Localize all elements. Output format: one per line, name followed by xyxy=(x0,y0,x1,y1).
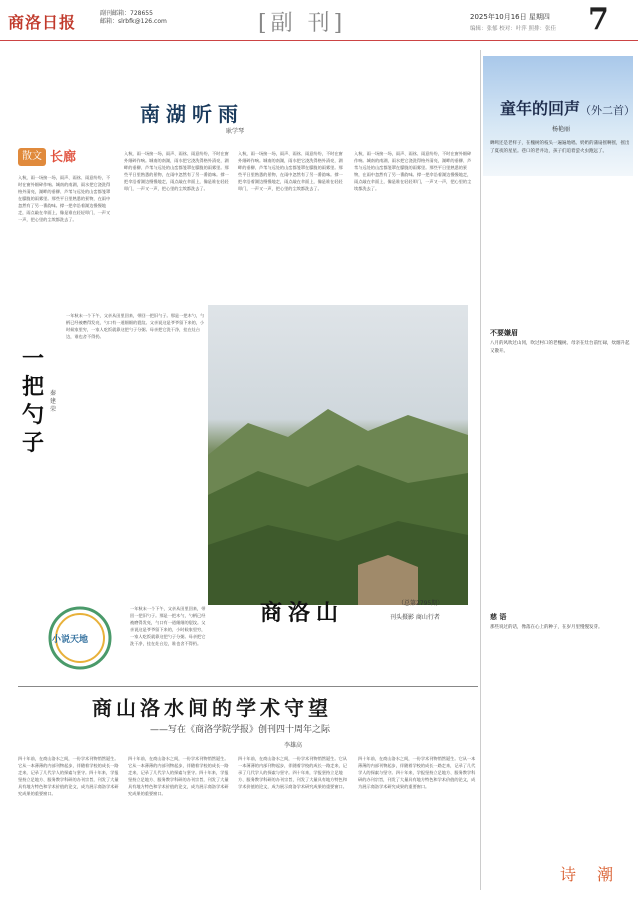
novel-column-badge xyxy=(30,600,130,680)
sidebar-poem-3: 那些说过的话，像落在心上的种子，在岁月里慢慢发芽。 xyxy=(490,625,603,630)
editor-line-2: 邮箱：slrbfk@126.com xyxy=(100,18,167,25)
photo-series-caption: （总第2795期） xyxy=(398,600,444,607)
newspaper-logo: 商洛日报 xyxy=(8,13,77,32)
essay-1-title: 南湖听雨 xyxy=(140,102,244,126)
photo-title: 商洛山 xyxy=(260,600,345,626)
sidebar-title-main: 童年的回声 xyxy=(500,99,581,118)
section-title: [副 刊] xyxy=(258,11,347,36)
photo-side-text xyxy=(470,300,480,310)
badge-right: 长廊 xyxy=(50,150,77,165)
prose-column-badge xyxy=(18,146,88,168)
sidebar-section-3-title: 慈 语 xyxy=(490,613,507,621)
page-number: 7 xyxy=(588,2,609,37)
sidebar-title-suffix: （外二首） xyxy=(580,104,636,117)
mountain-photo xyxy=(208,305,468,605)
sidebar-divider xyxy=(480,50,481,890)
essay-1-author: 耿学琴 xyxy=(226,128,245,135)
editor-line-1: 副刊邮箱：728655 xyxy=(100,10,153,17)
feature-body-col-3: 四十年前，在商山洛水之间，一份学术刊物悄然诞生。它从一本薄薄的内部刊物起步，伴随着学校的成长一路走来，记录了几代学人的探索与坚守。四十年来，学报坚持立足地方、服务教学科研的办刊宗旨，刊发了大量具有地方特色和学术价值的论文，成为展示商洛学术研究成果的重要窗口。 xyxy=(238,756,347,789)
sidebar-title xyxy=(500,96,635,119)
feature-body-col-4: 四十年前，在商山洛水之间，一份学术刊物悄然诞生。它从一本薄薄的内部刊物起步，伴随着学校的成长一路走来，记录了几代学人的探索与坚守。四十年来，学报坚持立足地方、服务教学科研的办刊宗旨，刊发了大量具有地方特色和学术价值的论文，成为展示商洛学术研究成果的重要窗口。 xyxy=(358,756,476,789)
staff-line: 编辑：张郁 校对：叶萍 照排：张佳 xyxy=(470,26,556,32)
feature-divider xyxy=(18,686,478,687)
feature-title: 商山洛水间的学术守望 xyxy=(92,696,332,720)
sidebar-author: 杨艳丽 xyxy=(552,126,571,133)
sidebar-poem-2: 八月的风吹过山冈，吹过村口的老槐树。母亲在灶台前忙碌，炊烟升起又散开。 xyxy=(490,341,630,354)
essay-2-title: 一把勺子 xyxy=(22,346,45,456)
essay-1-body-col-3: 入秋，雨一场接一场，雨声、雨丝、雨意纷纷，不时在窗外细碎作响。城南的南湖，雨水把它浇洗得格外清亮，湖畔的垂柳、芦苇与远处的山峦都笼罩在朦胧的雨雾里。那些平日里熟悉的景物，在雨中忽然有了另一番韵味。撑一把伞沿着湖边慢慢地走，雨点敲在伞面上，像是谁在轻轻叩门，一声又一声，把心里的尘埃都洗去了。 xyxy=(238,151,343,191)
essay-1-body-col-1: 入秋，雨一场接一场，雨声、雨丝、雨意纷纷，不时在窗外细碎作响。城南的南湖，雨水把它浇洗得格外清亮，湖畔的垂柳、芦苇与远处的山峦都笼罩在朦胧的雨雾里。那些平日里熟悉的景物，在雨中忽然有了另一番韵味。撑一把伞沿着湖边慢慢地走，雨点敲在伞面上，像是谁在轻轻叩门，一声又一声，把心里的尘埃都洗去了。 xyxy=(18,175,111,222)
photo-credit-caption: 刊头摄影 商山行者 xyxy=(390,614,440,621)
editor-info xyxy=(100,10,167,26)
essay-2-author: 秦建荣 xyxy=(50,390,57,413)
sidebar-poem-1: 蝉鸣还是老样子，在槐树的枝头一遍遍地唱。奶奶的蒲扇摇啊摇，摇出了夏夜的星星。巷口的老井边，孩子们追着萤火虫跑远了。 xyxy=(490,141,630,154)
essay-1-body-col-4: 入秋，雨一场接一场，雨声、雨丝、雨意纷纷，不时在窗外细碎作响。城南的南湖，雨水把它浇洗得格外清亮，湖畔的垂柳、芦苇与远处的山峦都笼罩在朦胧的雨雾里。那些平日里熟悉的景物，在雨中忽然有了另一番韵味。撑一把伞沿着湖边慢慢地走，雨点敲在伞面上，像是谁在轻轻叩门，一声又一声，把心里的尘埃都洗去了。 xyxy=(354,151,472,191)
essay-2-body-col-1: 一年秋末一个下午，父亲从田里回来，带回一把旧勺子。那是一把木勺，勺柄已经被磨得发亮，勺口有一道细细的裂纹。父亲说这是爷爷留下来的，小时候家里穷，一家人吃饭就靠这把勺子分粥。母亲把它洗干净，挂在灶台边，谁也舍不得扔。 xyxy=(66,313,205,339)
feature-body-col-1: 四十年前，在商山洛水之间，一份学术刊物悄然诞生。它从一本薄薄的内部刊物起步，伴随着学校的成长一路走来，记录了几代学人的探索与坚守。四十年来，学报坚持立足地方、服务教学科研的办刊宗旨，刊发了大量具有地方特色和学术价值的论文，成为展示商洛学术研究成果的重要窗口。 xyxy=(18,756,119,796)
feature-body-col-2: 四十年前，在商山洛水之间，一份学术刊物悄然诞生。它从一本薄薄的内部刊物起步，伴随着学校的成长一路走来，记录了几代学人的探索与坚守。四十年来，学报坚持立足地方、服务教学科研的办刊宗旨，刊发了大量具有地方特色和学术价值的论文，成为展示商洛学术研究成果的重要窗口。 xyxy=(128,756,229,796)
feature-author: 李雄高 xyxy=(284,742,303,749)
essay-2-body-col-2: 一年秋末一个下午，父亲从田里回来，带回一把旧勺子。那是一把木勺，勺柄已经被磨得发亮，勺口有一道细细的裂纹。父亲说这是爷爷留下来的，小时候家里穷，一家人吃饭就靠这把勺子分粥。母亲把它洗干净，挂在灶台边，谁也舍不得扔。 xyxy=(130,606,206,646)
novel-badge-label: 小说天地 xyxy=(52,635,89,645)
essay-1-body-col-2: 入秋，雨一场接一场，雨声、雨丝、雨意纷纷，不时在窗外细碎作响。城南的南湖，雨水把它浇洗得格外清亮，湖畔的垂柳、芦苇与远处的山峦都笼罩在朦胧的雨雾里。那些平日里熟悉的景物，在雨中忽然有了另一番韵味。撑一把伞沿着湖边慢慢地走，雨点敲在伞面上，像是谁在轻轻叩门，一声又一声，把心里的尘埃都洗去了。 xyxy=(124,151,229,191)
badge-left: 散文 xyxy=(18,148,46,166)
feature-subtitle: ——写在《商洛学院学报》创刊四十周年之际 xyxy=(150,725,331,735)
mountain-landscape-icon xyxy=(208,305,468,605)
poetry-column-logo: 诗 潮 xyxy=(560,865,622,884)
sidebar-section-2-title: 不要嫌眉 xyxy=(490,329,518,337)
dateline: 2025年10月16日 星期四 xyxy=(470,13,550,21)
